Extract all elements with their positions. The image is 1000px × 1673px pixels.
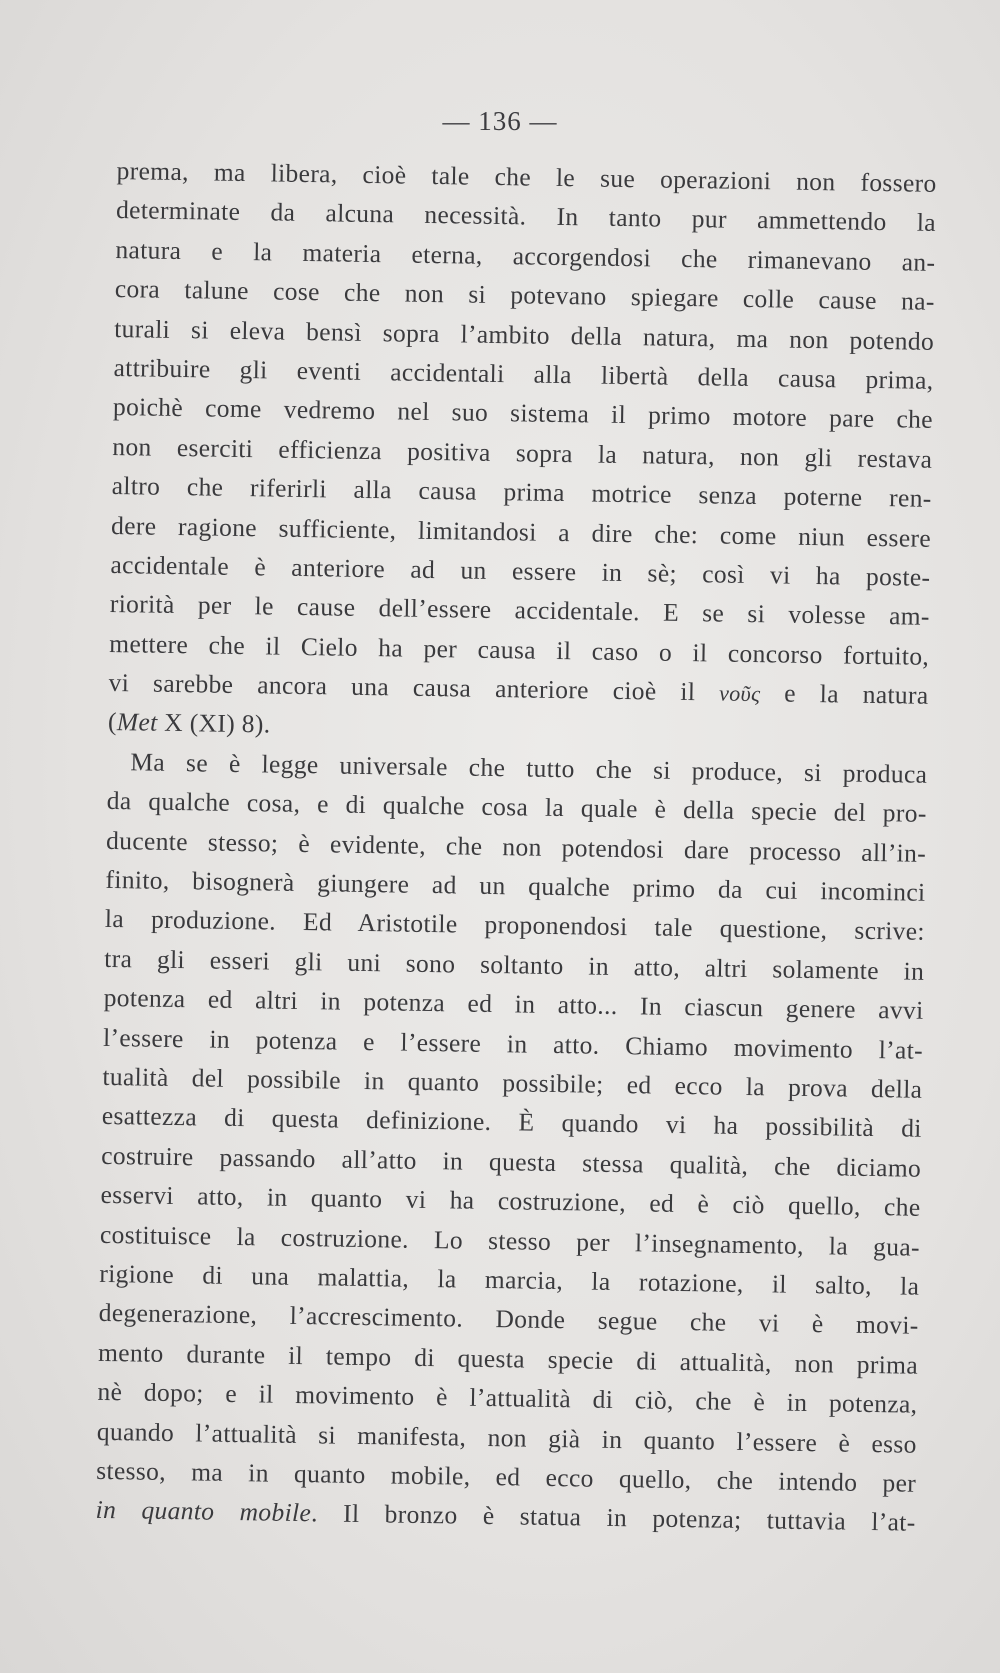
page-number: — 136 — [442,106,558,136]
text-line: dere ragione sufficiente, limitandosi a dire che: come niun essere [110,510,932,553]
text-line: accidentale è anteriore ad un essere in sè; così vi ha poste- [110,549,931,592]
text-line: rigione di una malattia, la marcia, la rotazione, il salto, la [99,1258,920,1301]
text-line: quando l’attualità si manifesta, non già in quanto l’essere è esso [96,1416,918,1459]
text-line: prema, ma libera, cioè tale che le sue operazioni non fossero [116,155,937,198]
text-line: ducente stesso; è evidente, che non potendosi dare processo all’in- [105,825,927,868]
body-text [95,151,937,1542]
text-line: finito, bisognerà giungere ad un qualche primo da cui incominci [105,864,926,907]
text-line: cora talune cose che non si potevano spiegare colle cause na- [114,274,935,317]
text-line: esattezza di questa definizione. È quando vi ha possibilità di [101,1101,922,1144]
text-line: Ma se è legge universale che tutto che si produce, si produca [130,747,928,789]
text-line: natura e la materia eterna, accorgendosi che rimanevano an- [115,234,936,277]
text-line: costituisce la costruzione. Lo stesso per l’insegnamento, la gua- [99,1219,921,1262]
text-line: non eserciti efficienza positiva sopra la natura, non gli restava [112,431,933,474]
text-line: poichè come vedremo nel suo sistema il primo motore pare che [112,392,934,435]
text-line: stesso, ma in quanto mobile, ed ecco quello, che intendo per [96,1455,917,1498]
text-line: mettere che il Cielo ha per causa il caso o il concorso fortuito, [109,628,930,671]
text-line: tualità del possibile in quanto possibile; ed ecco la prova della [102,1061,923,1104]
text-line: da qualche cosa, e di qualche cosa la quale è della specie del pro- [106,786,927,829]
text-line: in quanto mobile. Il bronzo è statua in potenza; tuttavia l’at- [95,1495,916,1537]
text-line: mento durante il tempo di questa specie di attualità, non prima [97,1337,919,1380]
text-line: attribuire gli eventi accidentali alla libertà della causa prima, [113,352,934,395]
text-line: altro che riferirli alla causa prima motrice senza poterne ren- [111,471,932,513]
text-line: vi sarebbe ancora una causa anteriore cioè il νοῦς e la natura [108,668,929,710]
text-line: esservi atto, in quanto vi ha costruzione, ed è ciò quello, che [100,1180,921,1222]
text-line: degenerazione, l’accrescimento. Donde segue che vi è movi- [98,1298,919,1341]
text-line: riorità per le cause dell’essere accidentale. E se si volesse am- [109,589,931,632]
text-line: la produzione. Ed Aristotile proponendosi tale questione, scrive: [104,904,926,947]
text-line: (Met X (XI) 8). [107,707,271,739]
text-line: nè dopo; e il movimento è l’attualità di ciò, che è in potenza, [97,1376,918,1419]
text-line: potenza ed altri in potenza ed in atto... In ciascun genere avvi [103,983,924,1025]
text-line: costruire passando all’atto in questa stessa qualità, che diciamo [100,1140,922,1183]
text-line: tra gli esseri gli uni sono soltanto in atto, altri solamente in [104,943,925,986]
text-line: determinate da alcuna necessità. In tanto pur ammettendo la [115,195,937,238]
text-line: turali si eleva bensì sopra l’ambito della natura, ma non potendo [113,313,935,356]
text-line: l’essere in potenza e l’essere in atto. Chiamo movimento l’at- [102,1022,924,1065]
